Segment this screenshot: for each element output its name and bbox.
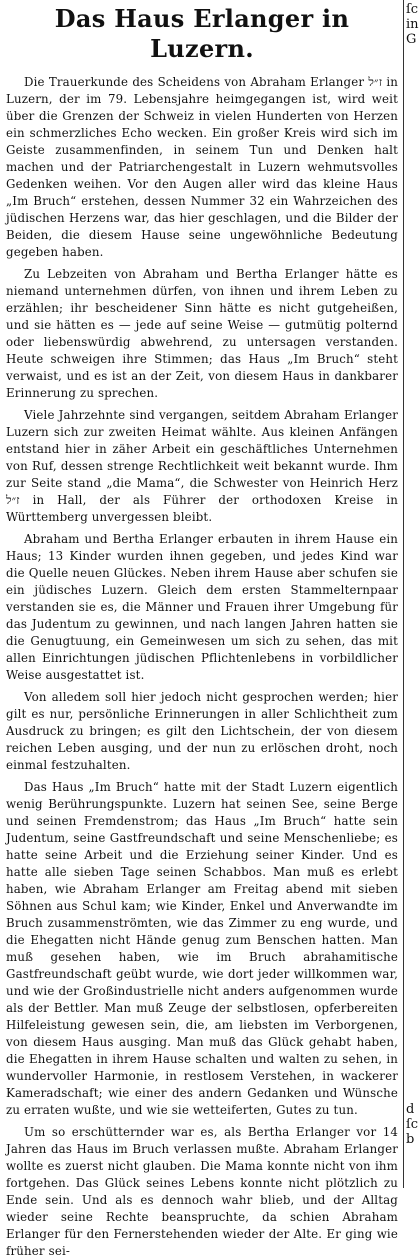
paragraph-7: Um so erschütternder war es, als Bertha Erlanger vor 14 Jahren das Haus im Bruch verlassen mußte. Abraham Erlanger wollte es zuerst nicht glauben. Die Mama konnte nicht von ihm fortgehen. Das Glück seines Lebens konnte nicht plötzlich zu Ende sein. Und als es dennoch wahr blieb, und der Alltag wieder seine Rechte beanspruchte, da schien Abraham Erlanger für den Fernerstehenden wieder der Alte. Er ging wie früher sei- bbox=[6, 1125, 398, 1258]
article-title: Das Haus Erlanger in Luzern. bbox=[54, 4, 350, 63]
paragraph-4: Abraham und Bertha Erlanger erbauten in ihrem Hause ein Haus; 13 Kinder wurden ihnen gegeben, und jedes Kind war die Quelle neuen Glückes. Neben ihrem Hause aber schufen sie ein jüdisches Luzern. Gleich dem ersten Stammelternpaar verstanden sie es, die Männer und Frauen ihrer Umgebung für das Judentum zu gewinnen, und nach langen Jahren hatten sie die Genugtuung, ein Gemeinwesen um sich zu sehen, das mit allen Einrichtungen jüdischen Pflichtenlebens in vorbildlicher Weise ausgestattet ist. bbox=[6, 532, 398, 682]
paragraph-2: Zu Lebzeiten von Abraham und Bertha Erlanger hätte es niemand unternehmen dürfen, von ihnen und ihrem Leben zu erzählen; ihr bescheidener Sinn hätte es nicht gutgeheißen, und sie hätten es — jede auf seine Weise — gutmütig polternd oder liebenswürdig abwehrend, zu untersagen verstanden. Heute schweigen ihre Stimmen; das Haus „Im Bruch“ steht verwaist, und es ist an der Zeit, von diesem Haus in dankbarer Erinnerung zu sprechen. bbox=[6, 267, 398, 400]
gutter-char-5: ſc bbox=[406, 1117, 419, 1132]
paragraph-3: Viele Jahrzehnte sind vergangen, seitdem Abraham Erlanger Luzern sich zur zweiten Heimat wählte. Aus kleinen Anfängen entstand hier in zäher Arbeit ein geschäftliches Unternehmen von Ruf, dessen strenge Rechtlichkeit weit bekannt wurde. Ihm zur Seite stand „die Mama“, die Schwester von Heinrich Herz ז״ל in Hall, der als Führer der orthodoxen Kreise in Württemberg unvergessen bleibt. bbox=[6, 408, 398, 524]
gutter-char-1: ſc bbox=[406, 2, 419, 17]
paragraph-1: Die Trauerkunde des Scheidens von Abraham Erlanger ז״ל in Luzern, der im 79. Lebensjahre heimgegangen ist, wird weit über die Grenzen der Schweiz in vielen Hunderten von Herzen ein schmerzliches Echo wecken. Ein großer Kreis wird sich im Geiste zusammenfinden, in seinem Tun und Denken halt machen und der Patriarchengestalt in Luzern wehmutsvolles Gedenken weihen. Vor den Augen aller wird das kleine Haus „Im Bruch“ erstehen, dessen Nummer 32 ein Wahrzeichen des jüdischen Herzens war, das hier geschlagen, und die Bilder der Beiden, die diesem Hause seine ungewöhnliche Bedeutung gegeben haben. bbox=[6, 75, 399, 259]
gutter-char-4: d bbox=[406, 1102, 415, 1117]
column-divider bbox=[403, 0, 404, 1188]
adjacent-column-fragment bbox=[406, 0, 420, 1188]
gutter-char-2: in bbox=[406, 17, 419, 32]
paragraph-5: Von alledem soll hier jedoch nicht gesprochen werden; hier gilt es nur, persönliche Erinnerungen in aller Schlichtheit zum Ausdruck zu bringen; es gilt den Lichtschein, der von diesem reichen Leben ausging, und der nun zu erlöschen droht, noch einmal festzuhalten. bbox=[6, 690, 398, 772]
paragraph-6: Das Haus „Im Bruch“ hatte mit der Stadt Luzern eigentlich wenig Berührungspunkte. Luzern hat seinen See, seine Berge und seinen Fremdenstrom; das Haus „Im Bruch“ hatte sein Judentum, seine Gastfreundschaft und seine Menschenliebe; es hatte seine Arbeit und die Erziehung seiner Kinder. Und es hatte alle sieben Tage seinen Schabbos. Man muß es erlebt haben, wie Abraham Erlanger am Freitag abend mit sieben Söhnen aus Schul kam; wie Kinder, Enkel und Anverwandte im Bruch zusammenströmten, wie das Zimmer zu eng wurde, und die Ehegatten nicht Hände genug zum Benschen hatten. Man muß gesehen haben, wie im Bruch abrahamitische Gastfreundschaft geübt wurde, wie dort jeder willkommen war, und wie der Großindustrielle nicht anders aufgenommen wurde als der Bettler. Man muß Zeuge der selbstlosen, opferbereiten Hilfeleistung gewesen sein, die, am liebsten im Verborgenen, von diesem Haus ausging. Man muß das Glück gehabt haben, die Ehegatten in ihrem Hause schalten und walten zu sehen, in wundervoller Harmonie, in restlosem Verstehen, in wackerer Kameradschaft; wie einer des andern Gedanken und Wünsche zu erraten wußte, und wie sie wetteiferten, Gutes zu tun. bbox=[6, 780, 398, 1117]
gutter-char-3: G bbox=[406, 32, 417, 47]
gutter-char-6: b bbox=[406, 1132, 415, 1147]
